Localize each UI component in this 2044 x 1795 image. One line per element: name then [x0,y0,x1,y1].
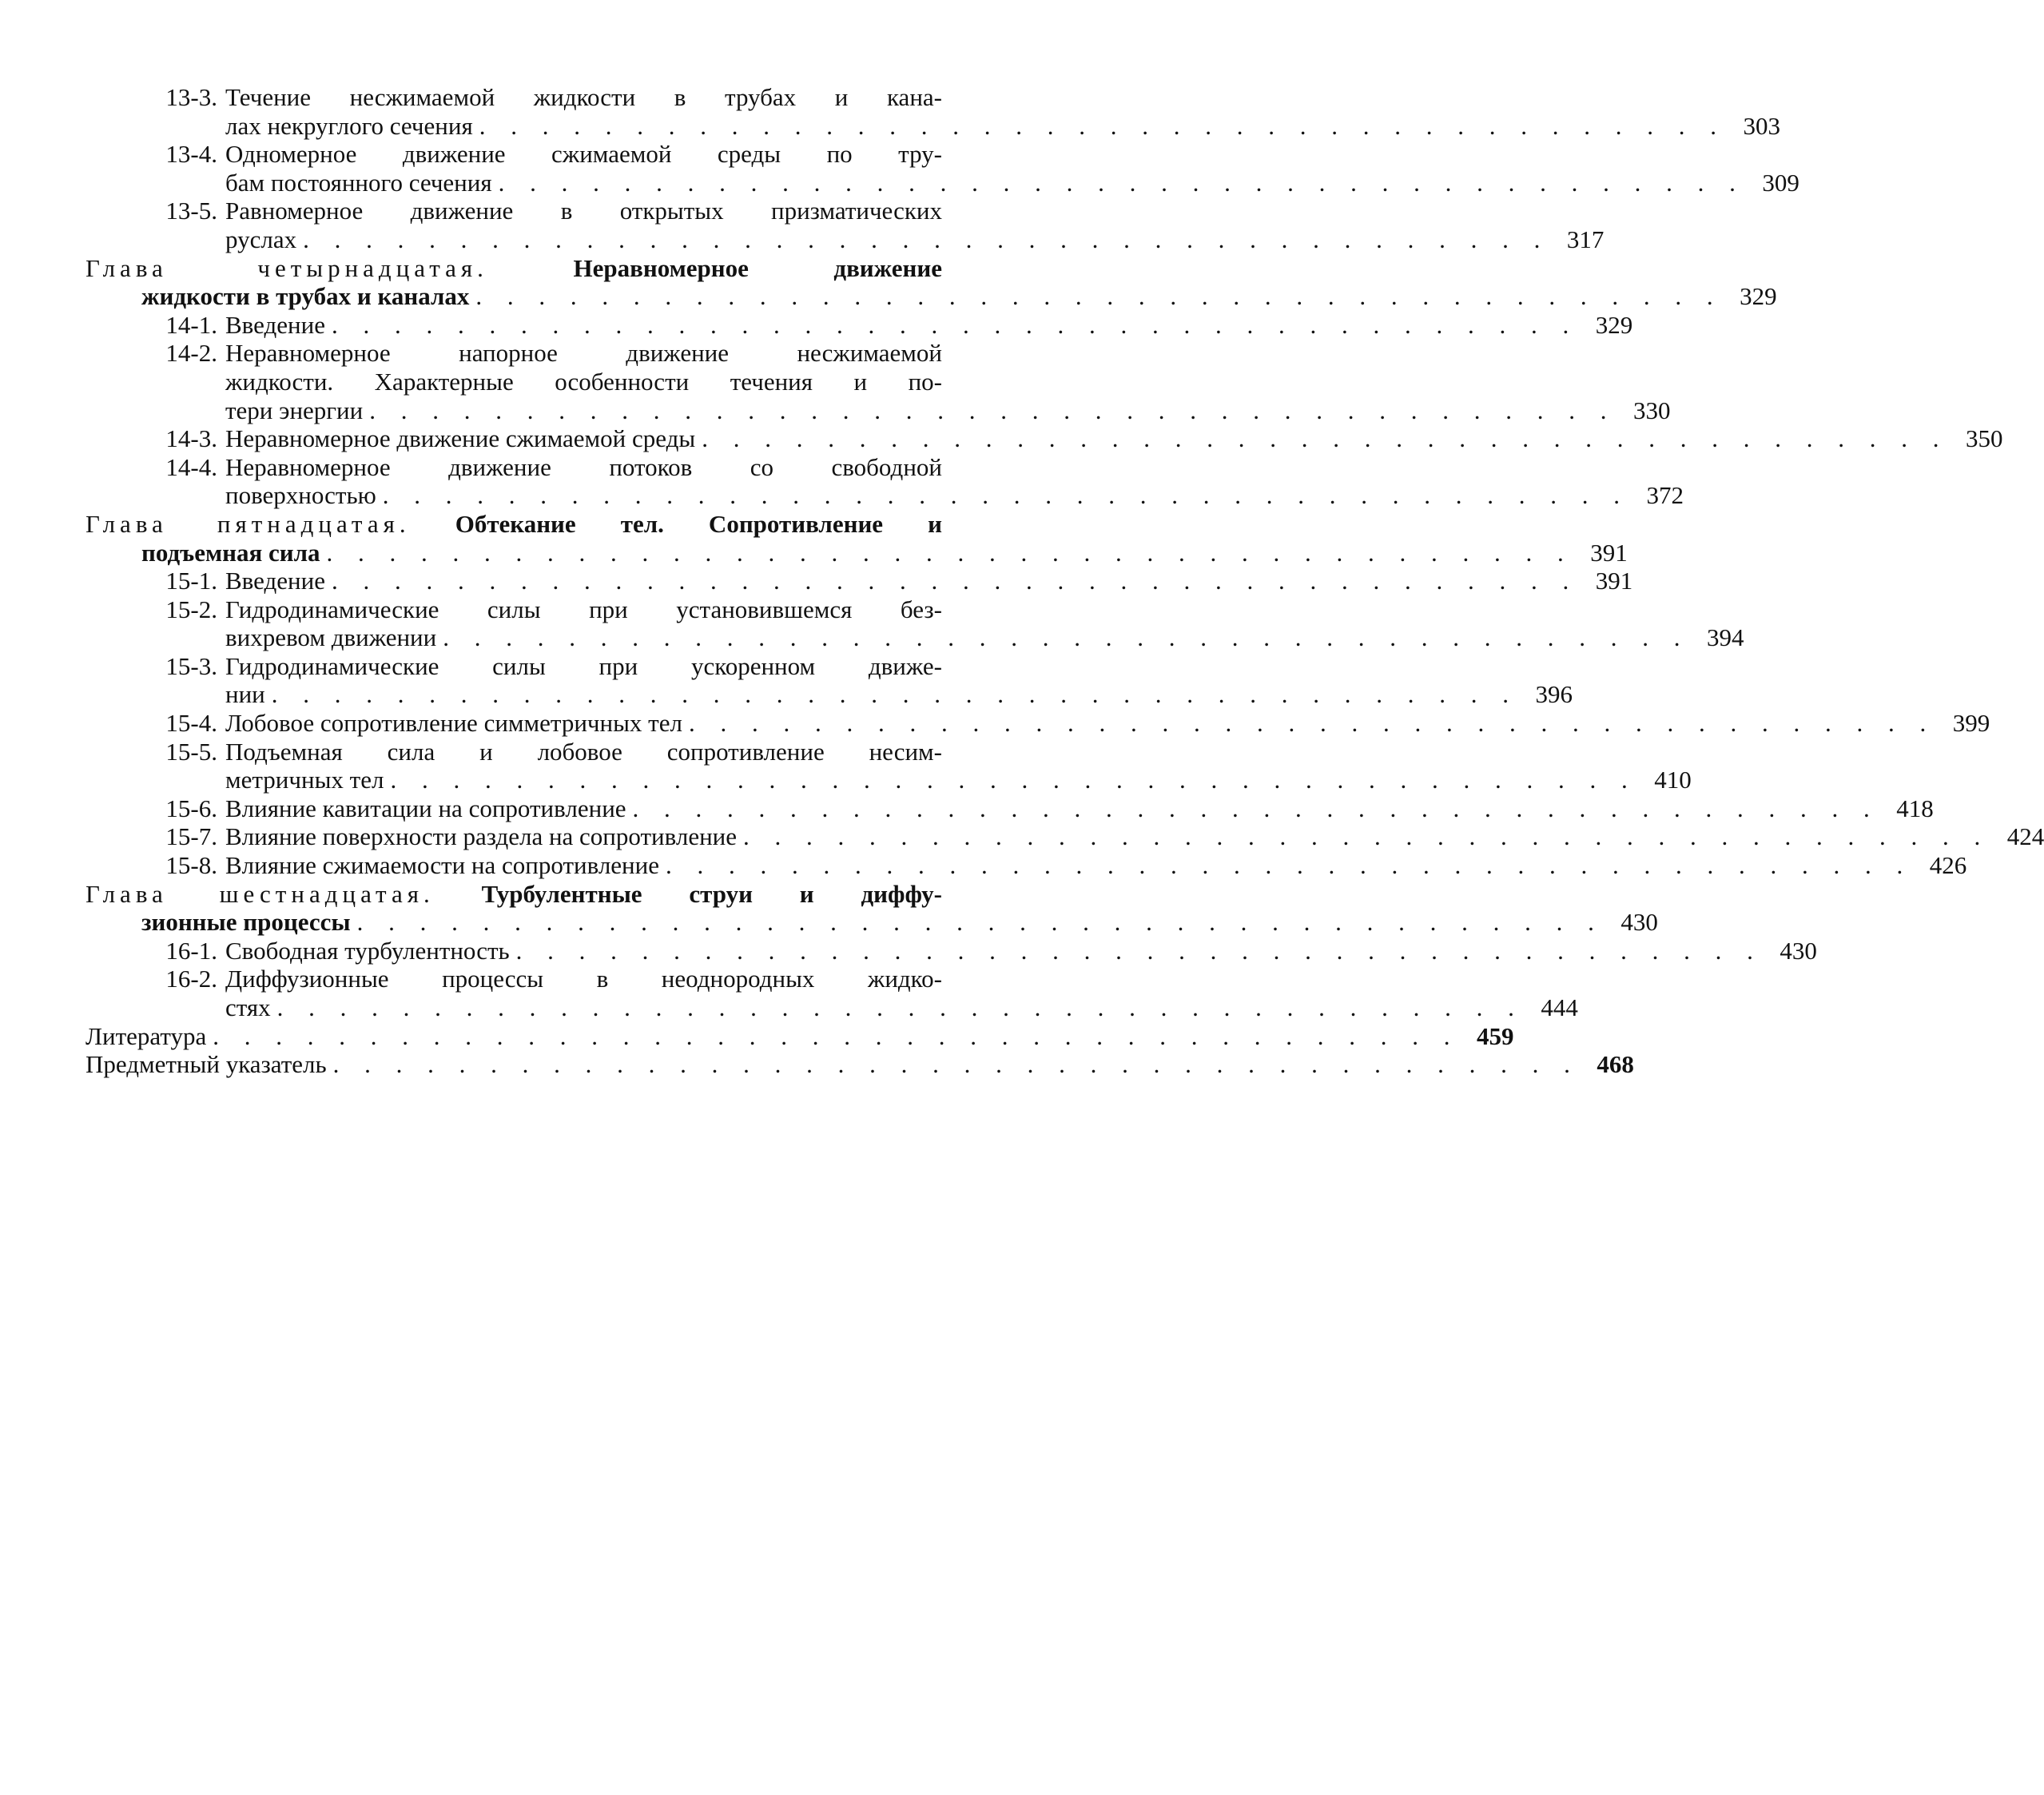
chapter-heading-line [85,510,1012,539]
toc-entry-15-3 [85,651,1573,709]
page-number: 391 [1595,567,1633,595]
toc-entry-text: метричных тел [225,766,384,794]
toc-entry-line [85,339,1012,368]
toc-entry-line [85,965,1012,993]
page-number: 372 [1646,481,1684,510]
dot-leader: . . . . . . . . . . . . . . . . . . . . . . . . . . . . . . . . . . . . . . . . [356,908,1604,937]
page-number: 329 [1595,310,1633,339]
page-number: 426 [1929,851,1967,880]
chapter-title: жидкости в трубах и каналах [141,282,470,311]
dot-leader: . . . . . . . . . . . . . . . . . . . . . . . . . . . . . . . . . . . . . . . . [326,538,1573,567]
chapter-heading-line [85,282,1777,311]
section-number: 15-6. [165,794,217,822]
page-number: 350 [1965,424,2003,453]
toc-chapter-15 [85,509,1628,567]
page-number: 430 [1780,936,1817,965]
section-number: 15-7. [165,822,217,851]
toc-entry-line [85,822,2044,851]
page-number: 430 [1620,908,1658,937]
section-number: 15-1. [165,567,217,595]
section-number: 15-2. [165,595,217,623]
chapter-heading-text [85,510,942,539]
chapter-heading-line [85,880,1012,909]
dot-leader: . . . . . . . . . . . . . . . . . . . . . . . . . . . . . . . . . . . . . . . . [443,623,1690,652]
toc-entry-line [85,111,1780,141]
toc-entry-text: Влияние сжимаемости на сопротивление [225,851,659,880]
toc-entry-text: Свободная турбулентность [225,936,510,965]
toc-entry-line [85,680,1573,709]
toc-entry-line [85,168,1799,197]
section-number: 15-4. [165,709,217,738]
toc-entry-text: лах некруглого сечения [225,111,473,140]
dot-leader: . . . . . . . . . . . . . . . . . . . . . . . . . . . . . . . . . . . . . . . . [688,709,1936,738]
chapter-title: Обтекание тел. Сопротивление и [455,509,942,538]
section-number: 15-3. [165,651,217,680]
toc-entry-line [85,140,1012,169]
toc-entry-14-4 [85,452,1684,510]
toc-entry-line [85,623,1744,652]
toc-entry-text: Предметный указатель [85,1050,327,1079]
page-number: 391 [1590,538,1628,567]
toc-entry-line [85,481,1684,510]
toc-entry-line [85,567,1633,595]
section-number: 14-4. [165,452,217,481]
toc-entry-text: Равномерное движение в открытых призматических [225,197,942,225]
page-number: 418 [1896,794,1934,822]
dot-leader: . . . . . . . . . . . . . . . . . . . . . . . . . . . . . . . . . . . . . . . . [369,396,1617,424]
toc-entry-text: жидкости. Характерные особенности течения и по- [225,367,942,396]
toc-entry-15-7 [85,822,2044,851]
page-number: 303 [1743,111,1780,140]
page-number: 459 [1477,1021,1514,1050]
toc-entry-15-5 [85,737,1692,794]
dot-leader: . . . . . . . . . . . . . . . . . . . . . . . . . . . . . . . . . . . . . . . . [303,225,1550,253]
toc-entry-line [85,851,1967,880]
toc-entry-text: Литература [85,1021,207,1050]
section-number: 14-1. [165,310,217,339]
page-number: 399 [1952,709,1990,738]
toc-entry-line [85,310,1633,340]
toc-chapter-16 [85,879,1658,937]
toc-entry-line [85,368,1012,396]
section-number: 16-1. [165,936,217,965]
toc-entry-text: Диффузионные процессы в неоднородных жидко- [225,965,942,993]
page-number: 424 [2006,822,2044,851]
toc-entry-13-3 [85,83,1780,140]
page-number: 309 [1762,168,1799,197]
dot-leader: . . . . . . . . . . . . . . . . . . . . . . . . . . . . . . . . . . . . . . . . [743,822,1990,851]
chapter-prefix: Глава пятнадцатая. [85,509,411,538]
toc-entry-line [85,225,1605,254]
section-number: 15-5. [165,737,217,766]
chapter-prefix: Глава шестнадцатая. [85,879,435,908]
toc-entry-15-6 [85,794,1934,823]
toc-entry-literature [85,1021,1514,1051]
toc-entry-line [85,396,1671,425]
page-number: 396 [1535,680,1573,709]
toc-entry-text: тери энергии [225,396,364,424]
dot-leader: . . . . . . . . . . . . . . . . . . . . . . . . . . . . . . . . . . . . . . . . [331,310,1579,339]
toc-entry-14-2 [85,339,1671,424]
toc-entry-15-1 [85,567,1633,595]
section-number: 15-8. [165,851,217,880]
dot-leader: . . . . . . . . . . . . . . . . . . . . . . . . . . . . . . . . . . . . . . . . [665,851,1913,880]
chapter-title: зионные процессы [141,908,351,937]
chapter-heading-line [85,538,1628,567]
chapter-title: Неравномерное движение [573,253,942,282]
chapter-prefix: Глава четырнадцатая. [85,253,488,282]
toc-entry-15-8 [85,851,1967,880]
toc-entry-text: бам постоянного сечения [225,168,492,197]
toc-entry-text: Введение [225,310,325,339]
toc-entry-text: Гидродинамические силы при установившемся без- [225,595,942,623]
toc-entry-text: Неравномерное движение потоков со свободной [225,452,942,481]
section-number: 13-3. [165,83,217,111]
toc-entry-16-2 [85,965,1578,1021]
dot-leader: . . . . . . . . . . . . . . . . . . . . . . . . . . . . . . . . . . . . . . . . [332,1050,1580,1079]
dot-leader: . . . . . . . . . . . . . . . . . . . . . . . . . . . . . . . . . . . . . . . . [479,111,1726,140]
toc-entry-text: Подъемная сила и лобовое сопротивление несим- [225,737,942,766]
toc-entry-14-3 [85,424,2003,453]
page-number: 394 [1706,623,1744,652]
toc-entry-text: Неравномерное напорное движение несжимаемой [225,339,942,368]
section-number: 16-2. [165,965,217,993]
toc-entry-line [85,652,1012,681]
dot-leader: . . . . . . . . . . . . . . . . . . . . . . . . . . . . . . . . . . . . . . . . [331,567,1579,595]
toc-entry-16-1 [85,936,1817,965]
page-number: 330 [1632,396,1671,424]
toc-entry-line [85,993,1578,1022]
section-number: 14-2. [165,339,217,368]
toc-entry-line [85,936,1817,965]
toc-entry-text: стях [225,993,271,1021]
section-number: 13-4. [165,140,217,169]
toc-entry-line [85,1050,1634,1079]
toc-entry-line [85,738,1012,766]
toc-entry-line [85,453,1012,482]
dot-leader: . . . . . . . . . . . . . . . . . . . . . . . . . . . . . . . . . . . . . . . . [382,481,1630,510]
page-number: 444 [1541,993,1578,1021]
toc-entry-text: поверхностью [225,481,376,510]
dot-leader: . . . . . . . . . . . . . . . . . . . . . . . . . . . . . . . . . . . . . . . . [515,936,1763,965]
chapter-heading-line [85,254,1012,283]
dot-leader: . . . . . . . . . . . . . . . . . . . . . . . . . . . . . . . . . . . . . . . . [390,766,1637,794]
dot-leader: . . . . . . . . . . . . . . . . . . . . . . . . . . . . . . . . . . . . . . . . [475,282,1723,311]
toc-entry-text: Течение несжимаемой жидкости в трубах и кана- [225,83,942,111]
toc-entry-text: вихревом движении [225,623,437,652]
toc-entry-text: Одномерное движение сжимаемой среды по тру- [225,140,942,169]
toc-entry-15-4 [85,709,1990,738]
toc-entry-text: Гидродинамические силы при ускоренном движе- [225,651,942,680]
toc-entry-text: Влияние поверхности раздела на сопротивление [225,822,738,851]
dot-leader: . . . . . . . . . . . . . . . . . . . . . . . . . . . . . . . . . . . . . . . . [702,424,1949,453]
toc-entry-line [85,1021,1514,1051]
toc-entry-subject-index [85,1050,1634,1079]
dot-leader: . . . . . . . . . . . . . . . . . . . . . . . . . . . . . . . . . . . . . . . . [213,1021,1460,1050]
toc-entry-text: Влияние кавитации на сопротивление [225,794,626,822]
toc-entry-line [85,595,1012,624]
toc-entry-text: Введение [225,567,325,595]
toc-entry-text: Неравномерное движение сжимаемой среды [225,424,696,453]
toc-entry-line [85,424,2003,453]
toc-entry-13-4 [85,140,1799,197]
table-of-contents [85,83,2044,1079]
chapter-title: подъемная сила [141,538,320,567]
toc-entry-13-5 [85,197,1605,253]
chapter-heading-text [85,880,942,909]
toc-entry-text: руслах [225,225,297,253]
chapter-heading-text [85,254,942,283]
page-number: 410 [1654,766,1692,794]
toc-entry-line [85,766,1692,794]
page-number: 329 [1740,282,1777,311]
toc-entry-line [85,794,1934,823]
toc-entry-15-2 [85,595,1744,652]
section-number: 14-3. [165,424,217,453]
page-number: 468 [1597,1050,1634,1079]
chapter-title: Турбулентные струи и диффу- [481,879,942,908]
toc-entry-line [85,709,1990,738]
toc-entry-14-1 [85,310,1633,340]
toc-chapter-14 [85,253,1777,311]
dot-leader: . . . . . . . . . . . . . . . . . . . . . . . . . . . . . . . . . . . . . . . . [498,168,1745,197]
toc-entry-line [85,83,1012,112]
toc-entry-text: нии [225,680,265,709]
dot-leader: . . . . . . . . . . . . . . . . . . . . . . . . . . . . . . . . . . . . . . . . [276,993,1524,1021]
dot-leader: . . . . . . . . . . . . . . . . . . . . . . . . . . . . . . . . . . . . . . . . [632,794,1879,822]
page-number: 317 [1566,225,1605,253]
toc-entry-text: Лобовое сопротивление симметричных тел [225,709,682,738]
chapter-heading-line [85,908,1658,937]
section-number: 13-5. [165,197,217,225]
dot-leader: . . . . . . . . . . . . . . . . . . . . . . . . . . . . . . . . . . . . . . . . [271,680,1519,709]
toc-entry-line [85,197,1012,225]
